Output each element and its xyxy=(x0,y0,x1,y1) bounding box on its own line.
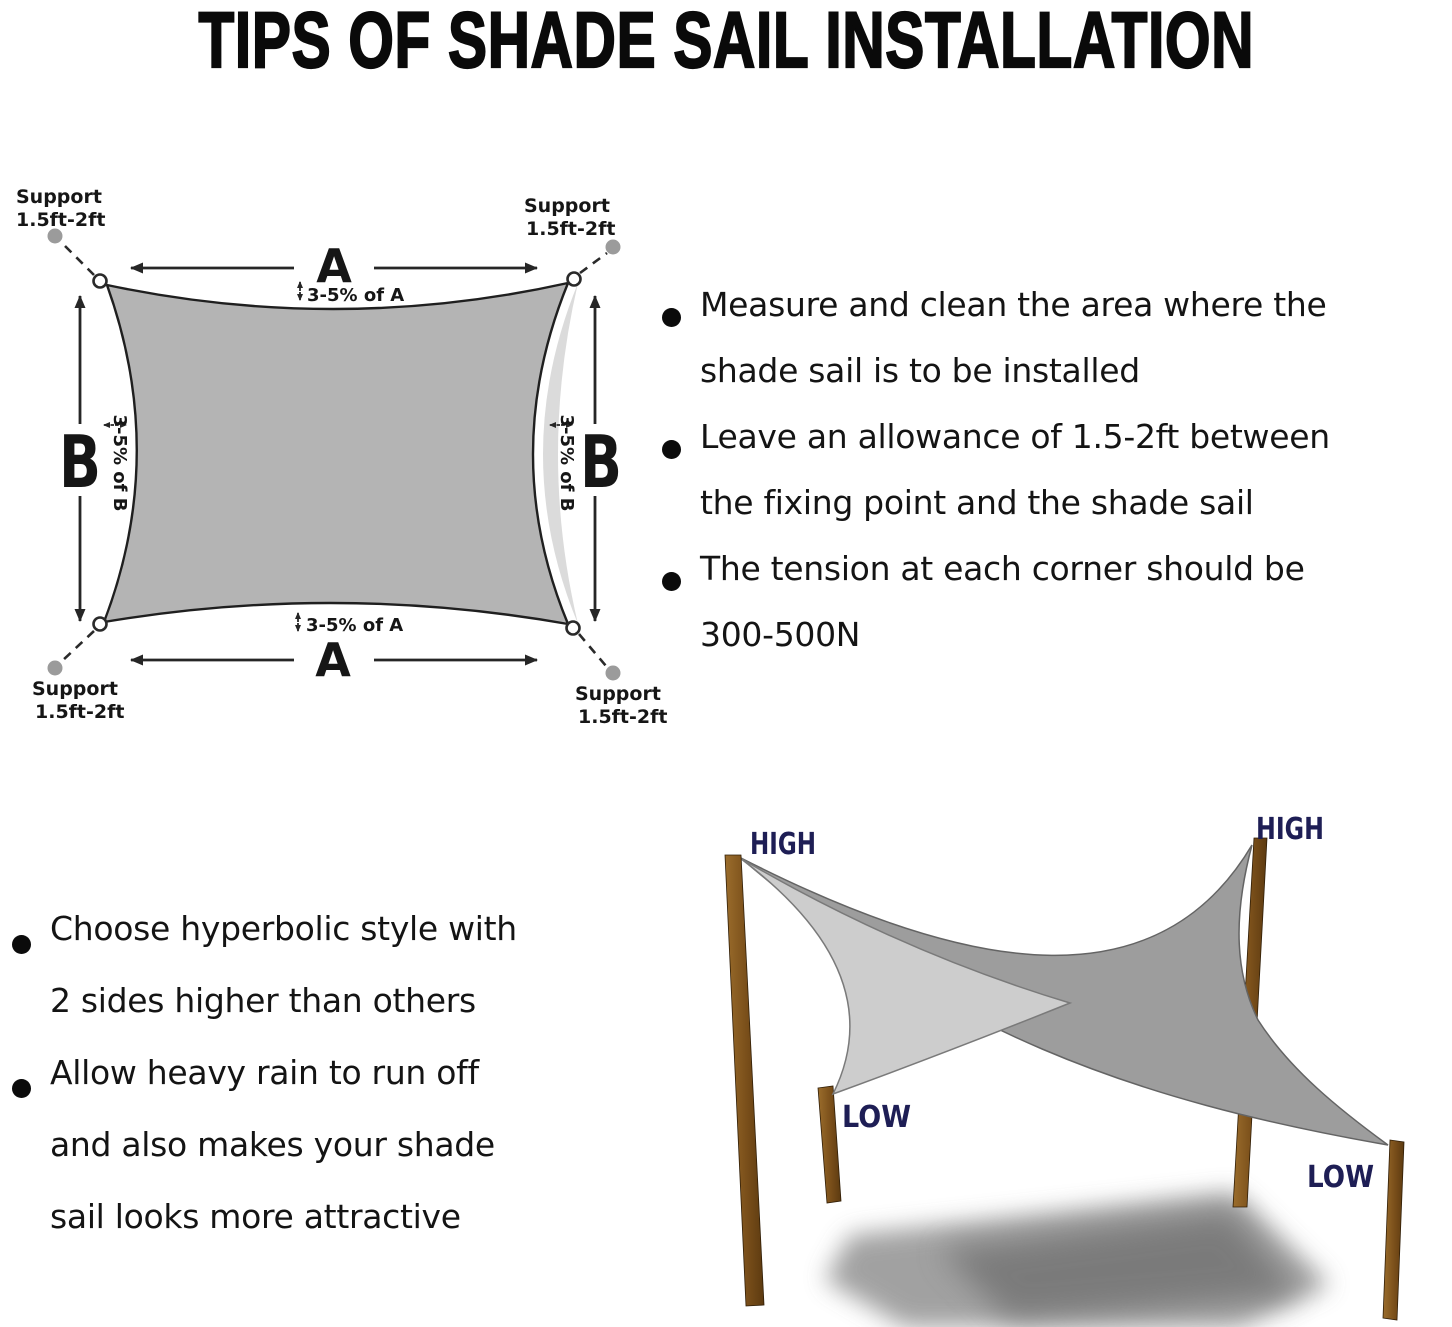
list-item xyxy=(652,549,1330,615)
tip-text: Allow heavy rain to run off xyxy=(50,1053,479,1092)
page-title xyxy=(0,0,1452,86)
label-low-right: LOW xyxy=(1307,1160,1374,1195)
tip-text: and also makes your shade xyxy=(50,1125,495,1164)
list-item xyxy=(652,351,1330,417)
support-label-tr-1: Support xyxy=(524,195,610,217)
installation-tips-list xyxy=(652,285,1330,681)
corner-ring-bottom-left xyxy=(94,618,107,631)
tether-line-top-left xyxy=(62,243,94,275)
post-low-right xyxy=(1383,1140,1404,1320)
tether-line-bottom-right xyxy=(579,634,606,666)
tip-text: the fixing point and the shade sail xyxy=(700,483,1254,522)
corner-ring-top-right xyxy=(568,273,581,286)
shade-sail-dimension-diagram xyxy=(0,150,700,775)
list-item xyxy=(2,981,517,1053)
support-dot-bottom-right xyxy=(606,666,621,681)
corner-ring-bottom-right xyxy=(567,622,580,635)
post-low-left xyxy=(818,1086,841,1203)
sag-b-right-label: 3-5% of B xyxy=(556,414,577,512)
tip-text: 300-500N xyxy=(700,615,861,654)
tip-text: sail looks more attractive xyxy=(50,1197,461,1236)
sag-a-top-label: 3-5% of A xyxy=(307,285,405,306)
label-low-left: LOW xyxy=(842,1100,911,1135)
dim-a-top-label: A xyxy=(316,239,352,293)
dim-b-left-label: B xyxy=(59,420,101,504)
support-dot-bottom-left xyxy=(48,661,63,676)
support-label-br-2: 1.5ft-2ft xyxy=(578,706,668,728)
list-item xyxy=(2,1125,517,1197)
bullet-icon xyxy=(12,1079,31,1098)
tip-text: The tension at each corner should be xyxy=(700,549,1305,588)
tip-text: Leave an allowance of 1.5-2ft between xyxy=(700,417,1330,456)
bullet-icon xyxy=(662,440,681,459)
corner-ring-top-left xyxy=(94,275,107,288)
bullet-icon xyxy=(662,308,681,327)
post-high-left xyxy=(725,855,764,1306)
sail-shape xyxy=(104,283,568,624)
hyperbolic-tips-list xyxy=(2,909,517,1269)
support-label-tr-2: 1.5ft-2ft xyxy=(526,218,616,240)
support-label-br-1: Support xyxy=(575,683,661,705)
sag-b-left-label: 3-5% of B xyxy=(109,414,130,512)
hyperbolic-sail-illustration xyxy=(700,795,1452,1327)
label-high-left: HIGH xyxy=(750,827,816,862)
list-item xyxy=(652,417,1330,483)
dim-a-bottom-label: A xyxy=(315,633,351,687)
support-dot-top-right xyxy=(606,240,621,255)
label-high-right: HIGH xyxy=(1256,812,1324,847)
support-label-bl-1: Support xyxy=(32,678,118,700)
list-item xyxy=(2,1053,517,1125)
sail-sheet-dark xyxy=(741,845,1388,1145)
list-item xyxy=(652,615,1330,681)
list-item xyxy=(2,1197,517,1269)
support-label-tl-1: Support xyxy=(16,186,102,208)
bullet-icon xyxy=(12,935,31,954)
tether-line-top-right xyxy=(580,253,607,273)
tether-line-bottom-left xyxy=(62,631,94,661)
tip-text: shade sail is to be installed xyxy=(700,351,1140,390)
support-label-bl-2: 1.5ft-2ft xyxy=(35,701,125,723)
sag-a-bottom-label: 3-5% of A xyxy=(306,615,404,636)
support-label-tl-2: 1.5ft-2ft xyxy=(16,209,106,231)
page-title-text: TIPS OF SHADE SAIL INSTALLATION xyxy=(198,0,1254,84)
list-item xyxy=(2,909,517,981)
tip-text: Choose hyperbolic style with xyxy=(50,909,517,948)
list-item xyxy=(652,285,1330,351)
bullet-icon xyxy=(662,572,681,591)
tip-text: Measure and clean the area where the xyxy=(700,285,1327,324)
dim-b-right-label: B xyxy=(580,420,622,504)
tip-text: 2 sides higher than others xyxy=(50,981,476,1020)
list-item xyxy=(652,483,1330,549)
